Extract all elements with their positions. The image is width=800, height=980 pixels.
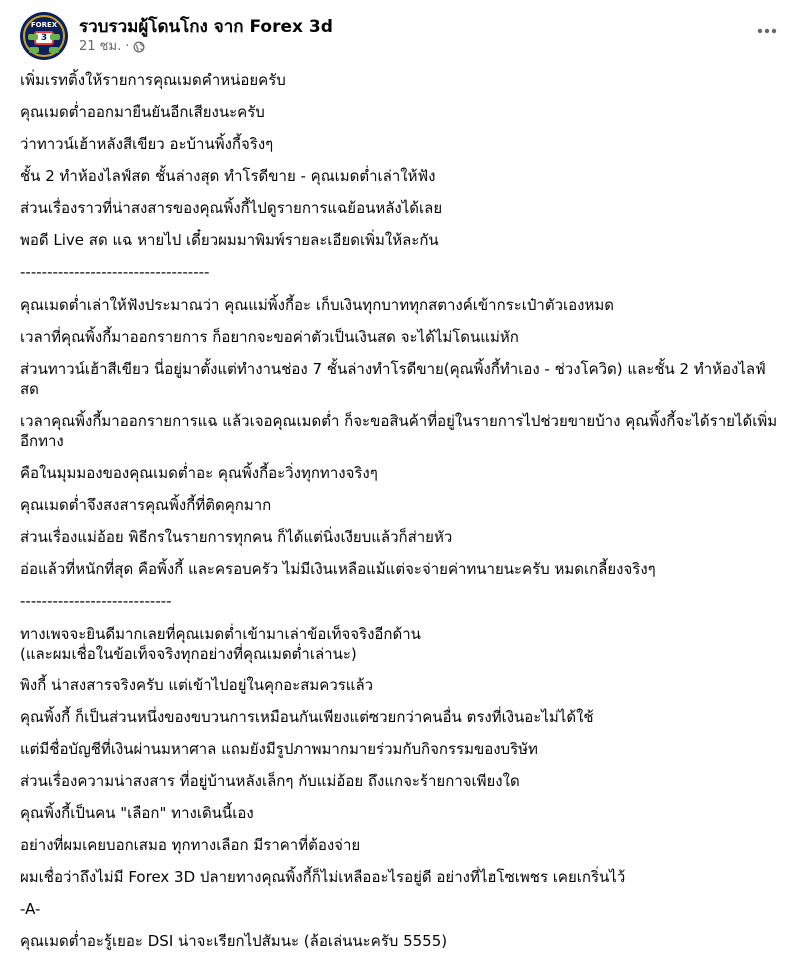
avatar-text: FOREX (30, 21, 58, 29)
post-text-line: อ่อแล้วที่หนักที่สุด คือพิ้งกี้ และครอบครัว ไม่มีเงินเหลือแม้แต่จะจ่ายค่าทนายนะครับ หมดเกลี้ยงจริงๆ (20, 560, 656, 578)
separator-dot: · (125, 39, 130, 54)
divider-line: ----------------------------------- (20, 263, 210, 281)
post-text-line: ชั้น 2 ทำห้องไลฟ์สด ชั้นล่างสุด ทำโรดีขาย - คุณเมดต่ำเล่าให้ฟัง (20, 167, 436, 185)
avatar-badge (29, 47, 39, 53)
post-text-line: คุณเมดต่ำออกมายืนยันอีกเสียงนะครับ (20, 103, 265, 121)
post-body (20, 68, 784, 951)
post-text-line: คุณเมดต่ำอะรู้เยอะ DSI น่าจะเรียกไปสัมนะ (ล้อเล่นนะครับ 5555) (20, 932, 448, 950)
post-text-line: คุณพิ้งกี้เป็นคน "เลือก" ทางเดินนี้เอง (20, 804, 254, 822)
post-text-line: คุณเมดต่ำเล่าให้ฟังประมาณว่า คุณแม่พิ้งกี้อะ เก็บเงินทุกบาททุกสตางค์เข้ากระเป๋าตัวเองหมด (20, 296, 614, 314)
avatar-badge (49, 47, 59, 53)
post-text-line: ส่วนทาวน์เฮ้าสีเขียว นี่อยู่มาตั้งแต่ทำงานช่อง 7 ชั้นล่างทำโรดีขาย(คุณพิ้งกี้ทำเอง - ช่วงโควิด) และชั้น 2 ทำห้องไลฟ์สด (20, 360, 766, 398)
post-text-line: ส่วนเรื่องราวที่น่าสงสารของคุณพิ้งกี้ไปดูรายการแฉย้อนหลังได้เลย (20, 199, 443, 217)
post-meta (79, 17, 333, 55)
post-subline (79, 39, 333, 55)
post-header (20, 12, 333, 60)
post-text-line: ว่าทาวน์เฮ้าหลังสีเขียว อะบ้านพิ้งกี้จริงๆ (20, 135, 274, 153)
post-text-line: คือในมุมมองของคุณเมดต่ำอะ คุณพิ้งกี้อะวิ่งทุกทางจริงๆ (20, 464, 378, 482)
avatar-badge (50, 34, 60, 40)
post-text-line: เวลาคุณพิ้งกี้มาออกรายการแฉ แล้วเจอคุณเมดต่ำ ก็จะขอสินค้าที่อยู่ในรายการไปช่วยขายบ้าง คุณพิ้งกี้จะได้รายได้เพิ่มอีกทาง (20, 412, 778, 450)
post-text-line: คุณเมดต่ำจึงสงสารคุณพิ้งกี้ที่ติดคุกมาก (20, 496, 272, 514)
avatar-emblem: 3 (34, 31, 54, 45)
post-text-line: ส่วนเรื่องแม่อ้อย พิธีกรในรายการทุกคน ก็ได้แต่นิ่งเงียบแล้วก็ส่ายหัว (20, 528, 453, 546)
post-text-line: เวลาที่คุณพิ้งกี้มาออกรายการ ก็อยากจะขอค่าตัวเป็นเงินสด จะได้ไม่โดนแม่หัก (20, 328, 519, 346)
post-text-line: ผมเชื่อว่าถึงไม่มี Forex 3D ปลายทางคุณพิ้งกี้ก็ไม่เหลืออะไรอยู่ดี อย่างที่ไฮโซเพชร เคยเกริ่นไว้ (20, 868, 626, 886)
divider-line: ---------------------------- (20, 592, 172, 610)
post-text-line: เพิ่มเรทติ้งให้รายการคุณเมดคำหน่อยครับ (20, 71, 286, 89)
post-timestamp[interactable]: 21 ชม. (79, 39, 122, 54)
post-text-line: พอดี Live สด แฉ หายไป เดี๋ยวผมมาพิมพ์รายละเอียดเพิ่มให้ละกัน (20, 231, 439, 249)
avatar-badge (28, 34, 38, 40)
post-text-line: พิงกี้ น่าสงสารจริงครับ แต่เข้าไปอยู่ในคุกอะสมควรแล้ว (20, 676, 374, 694)
group-avatar[interactable] (20, 12, 68, 60)
group-name-link[interactable]: รวบรวมผู้โดนโกง จาก Forex 3d (79, 17, 333, 37)
post-text-line: แต่มีชื่อบัญชีที่เงินผ่านมหาศาล แถมยังมีรูปภาพมากมายร่วมกับกิจกรรมของบริษัท (20, 740, 538, 758)
post-text-line: -A- (20, 900, 41, 918)
more-options-icon (757, 28, 777, 34)
post-text-line: ทางเพจจะยินดีมากเลยที่คุณเมดต่ำเข้ามาเล่าข้อเท็จจริงอีกด้าน (และผมเชื่อในข้อเท็จจริงทุกอย่างที่คุณเมดต่ำเล่านะ) (20, 625, 421, 663)
post-text-line: อย่างที่ผมเคยบอกเสมอ ทุกทางเลือก มีราคาที่ต้องจ่าย (20, 836, 361, 854)
post-text-line: ส่วนเรื่องความน่าสงสาร ที่อยู่บ้านหลังเล็กๆ กับแม่อ้อย ถึงแกจะร้ายกาจเพียงใด (20, 772, 520, 790)
globe-icon[interactable] (133, 41, 145, 53)
post-text-line: คุณพิ้งกี้ ก็เป็นส่วนหนึ่งของขบวนการเหมือนกันเพียงแต่ซวยกว่าคนอื่น ตรงที่เงินอะไม่ได้ใช้ (20, 708, 594, 726)
more-options-button[interactable] (752, 20, 782, 42)
